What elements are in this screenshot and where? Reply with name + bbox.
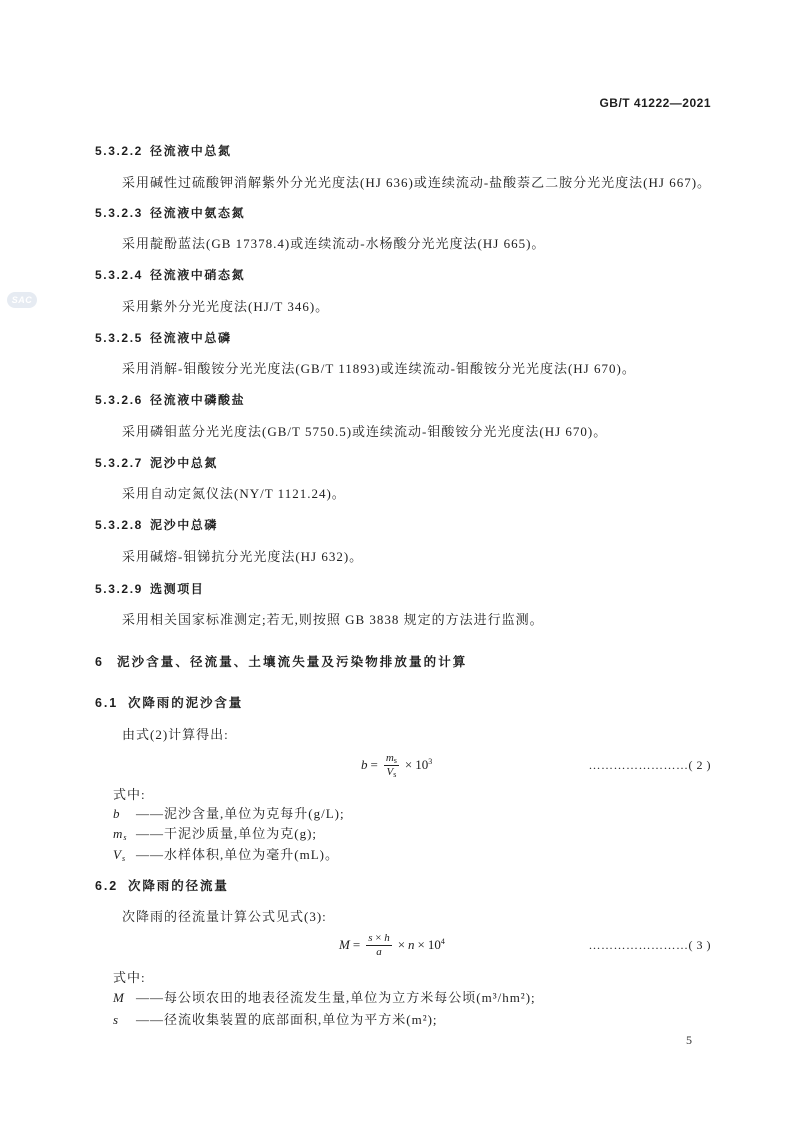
definition-text: ——水样体积,单位为毫升(mL)。 — [136, 847, 339, 862]
equation-number: ……………………( 2 ) — [588, 758, 711, 772]
numerator-times: × — [375, 931, 382, 944]
formula-3 — [339, 930, 445, 960]
clause-text: 采用磷钼蓝分光光度法(GB/T 5750.5)或连续流动-钼酸铵分光光度法(HJ 670)。 — [122, 424, 608, 439]
variable-definition — [113, 847, 339, 863]
definition-symbol: V — [113, 847, 122, 862]
formula-fraction — [384, 752, 399, 779]
formula-power — [428, 937, 445, 953]
clause-heading — [95, 267, 245, 283]
definition-text: ——干泥沙质量,单位为克(g); — [136, 826, 318, 841]
section-number: 6.2 — [95, 879, 119, 893]
denominator-variable: V — [386, 765, 394, 778]
definition-subscript: s — [121, 854, 127, 863]
definition-symbol: M — [113, 990, 125, 1005]
formula-times: × — [404, 757, 413, 772]
clause-heading — [95, 143, 232, 159]
clause-title: 选测项目 — [150, 582, 205, 596]
power-exponent: 3 — [428, 757, 433, 766]
fraction-numerator — [384, 752, 399, 766]
clause-number: 5.3.2.5 — [95, 331, 143, 345]
variable-definition — [113, 1012, 438, 1028]
denominator-subscript: s — [393, 769, 397, 779]
clause-text: 采用碱性过硫酸钾消解紫外分光光度法(HJ 636)或连续流动-盐酸萘乙二胺分光光度法(HJ 667)。 — [122, 175, 712, 190]
clause-number: 5.3.2.9 — [95, 582, 143, 596]
clause-number: 5.3.2.8 — [95, 518, 143, 532]
clause-title: 泥沙中总氮 — [150, 456, 219, 470]
numerator-variable: m — [385, 751, 394, 764]
section-number: 6.1 — [95, 696, 119, 710]
section-heading — [95, 878, 229, 894]
fraction-numerator — [366, 932, 392, 946]
clause-heading — [95, 517, 218, 533]
clause-number: 5.3.2.6 — [95, 393, 143, 407]
section-title: 次降雨的泥沙含量 — [128, 696, 244, 710]
section-title: 次降雨的径流量 — [128, 879, 229, 893]
where-label: 式中: — [113, 970, 146, 985]
formula-intro: 由式(2)计算得出: — [122, 727, 229, 742]
numerator-variable-s: s — [368, 931, 373, 944]
clause-title: 径流液中氨态氮 — [150, 206, 246, 220]
chapter-title: 泥沙含量、径流量、土壤流失量及污染物排放量的计算 — [117, 655, 468, 669]
equation-number: ……………………( 3 ) — [588, 938, 711, 952]
clause-title: 径流液中总氮 — [150, 144, 232, 158]
formula-equals: = — [352, 937, 361, 952]
clause-text: 采用靛酚蓝法(GB 17378.4)或连续流动-水杨酸分光光度法(HJ 665)。 — [122, 236, 546, 251]
formula-times: × — [417, 937, 425, 952]
clause-title: 泥沙中总磷 — [150, 518, 219, 532]
clause-text: 采用紫外分光光度法(HJ/T 346)。 — [122, 299, 330, 314]
clause-text: 采用自动定氮仪法(NY/T 1121.24)。 — [122, 486, 346, 501]
clause-number: 5.3.2.4 — [95, 268, 143, 282]
clause-heading — [95, 581, 204, 597]
clause-heading — [95, 330, 232, 346]
definition-text: ——每公顷农田的地表径流发生量,单位为立方米每公顷(m³/hm²); — [136, 990, 536, 1005]
definition-symbol-group — [113, 847, 136, 863]
power-exponent: 4 — [440, 937, 445, 946]
formula-times: × — [397, 937, 406, 952]
clause-text: 采用碱熔-钼锑抗分光光度法(HJ 632)。 — [122, 549, 364, 564]
clause-number: 5.3.2.2 — [95, 144, 143, 158]
formula-variable-n: n — [408, 937, 415, 952]
chapter-heading — [95, 654, 467, 670]
standard-code-header: GB/T 41222—2021 — [599, 96, 711, 110]
clause-text: 采用相关国家标准测定;若无,则按照 GB 3838 规定的方法进行监测。 — [122, 612, 544, 627]
clause-heading — [95, 205, 245, 221]
definition-text: ——泥沙含量,单位为克每升(g/L); — [136, 806, 345, 821]
sac-watermark-logo: SAC — [7, 292, 37, 308]
variable-definition — [113, 826, 317, 842]
definition-text: ——径流收集装置的底部面积,单位为平方米(m²); — [136, 1012, 438, 1027]
clause-number: 5.3.2.7 — [95, 456, 143, 470]
clause-heading — [95, 455, 218, 471]
definition-symbol: s — [113, 1012, 120, 1027]
variable-definition — [113, 806, 345, 822]
page-number: 5 — [686, 1033, 692, 1047]
formula-fraction — [366, 932, 392, 959]
formula-lhs: b — [361, 757, 368, 772]
formula-lhs: M — [339, 937, 350, 952]
clause-title: 径流液中硝态氮 — [150, 268, 246, 282]
definition-symbol-group — [113, 826, 136, 842]
numerator-variable-h: h — [384, 931, 390, 944]
clause-title: 径流液中总磷 — [150, 331, 232, 345]
clause-number: 5.3.2.3 — [95, 206, 143, 220]
power-base: 10 — [427, 937, 441, 952]
definition-subscript: s — [123, 833, 128, 842]
power-base: 10 — [415, 757, 429, 772]
clause-text: 采用消解-钼酸铵分光光度法(GB/T 11893)或连续流动-钼酸铵分光光度法(HJ 670)。 — [122, 361, 636, 376]
definition-symbol: b — [113, 806, 121, 821]
numerator-subscript: s — [393, 755, 397, 765]
formula-2 — [361, 750, 432, 780]
chapter-number: 6 — [95, 655, 105, 669]
section-heading — [95, 695, 243, 711]
formula-intro: 次降雨的径流量计算公式见式(3): — [122, 909, 327, 924]
clause-title: 径流液中磷酸盐 — [150, 393, 246, 407]
formula-power — [415, 757, 432, 773]
variable-definition — [113, 990, 536, 1006]
formula-equals: = — [370, 757, 378, 772]
fraction-denominator — [384, 766, 398, 779]
clause-heading — [95, 392, 245, 408]
definition-symbol: m — [113, 826, 124, 841]
fraction-denominator: a — [376, 945, 382, 958]
where-label: 式中: — [113, 787, 146, 802]
